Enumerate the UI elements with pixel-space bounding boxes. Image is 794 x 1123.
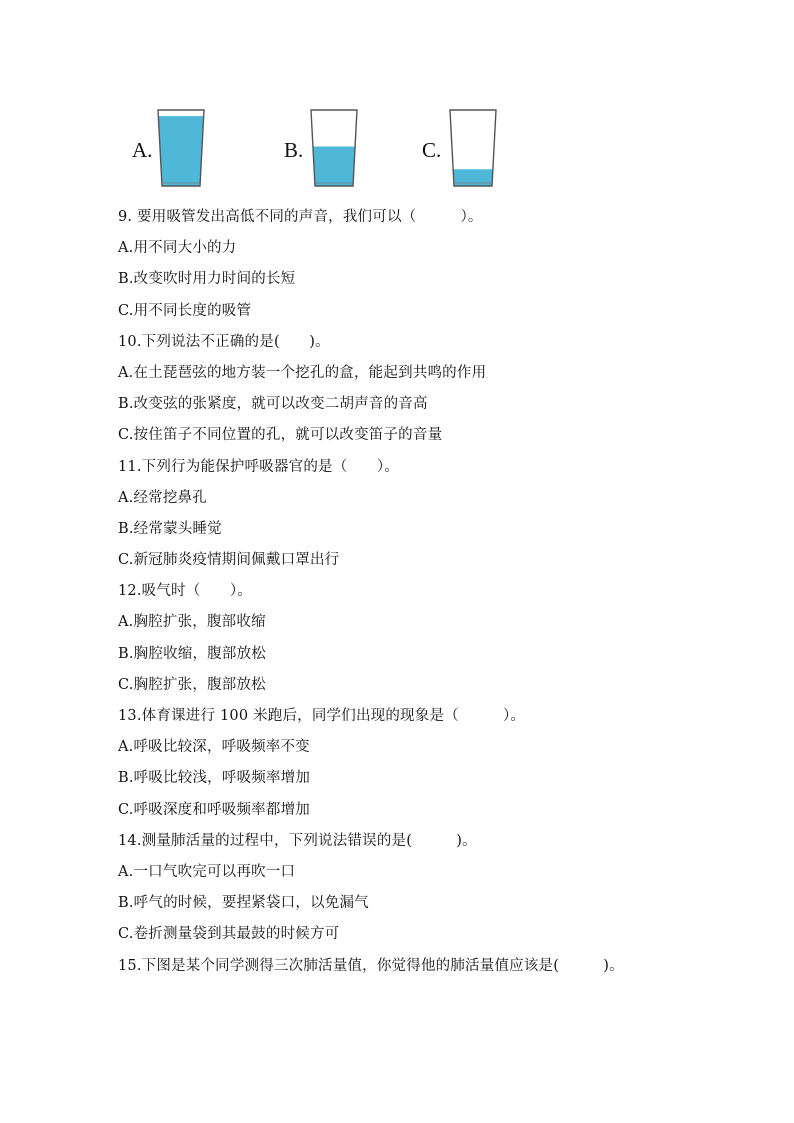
q14-option-c: C.卷折测量袋到其最鼓的时候方可 xyxy=(118,926,340,943)
cup-b-glass xyxy=(309,108,359,188)
cup-c-label: C. xyxy=(422,138,442,162)
q10-stem: 10.下列说法不正确的是( )。 xyxy=(118,333,330,350)
cup-b-label: B. xyxy=(284,138,304,162)
water-glasses-figure xyxy=(118,102,538,194)
q14-option-b: B.呼气的时候，要捏紧袋口，以免漏气 xyxy=(118,895,369,912)
q10-option-a: A.在土琵琶弦的地方装一个挖孔的盒，能起到共鸣的作用 xyxy=(118,364,487,381)
q14-option-a: A.一口气吹完可以再吹一口 xyxy=(118,863,296,880)
q10-option-b: B.改变弦的张紧度，就可以改变二胡声音的音高 xyxy=(118,396,428,413)
q12-stem: 12.吸气时（ ）。 xyxy=(118,583,253,600)
q9-option-c: C.用不同长度的吸管 xyxy=(118,302,252,319)
q13-option-b: B.呼吸比较浅，呼吸频率增加 xyxy=(118,770,311,787)
q11-stem: 11.下列行为能保护呼吸器官的是（ ）。 xyxy=(118,458,400,475)
q14-stem: 14.测量肺活量的过程中，下列说法错误的是( )。 xyxy=(118,832,477,849)
cup-c-glass xyxy=(448,108,498,188)
q9-option-a: A.用不同大小的力 xyxy=(118,240,237,257)
cup-a-label: A. xyxy=(132,138,153,162)
q13-stem: 13.体育课进行 100 米跑后，同学们出现的现象是（ ）。 xyxy=(118,708,526,724)
q12-option-a: A.胸腔扩张，腹部收缩 xyxy=(118,614,266,631)
q9-option-b: B.改变吹时用力时间的长短 xyxy=(118,271,296,288)
q11-option-b: B.经常蒙头睡觉 xyxy=(118,520,222,537)
q13-option-a: A.呼吸比较深，呼吸频率不变 xyxy=(118,739,310,756)
q10-option-c: C.按住笛子不同位置的孔，就可以改变笛子的音量 xyxy=(118,427,443,444)
q12-option-b: B.胸腔收缩，腹部放松 xyxy=(118,645,266,662)
q9-stem: 9. 要用吸管发出高低不同的声音，我们可以（ ）。 xyxy=(118,209,483,225)
cup-a-glass xyxy=(156,108,206,188)
q15-stem: 15.下图是某个同学测得三次肺活量值，你觉得他的肺活量值应该是( )。 xyxy=(118,957,624,974)
q12-option-c: C.胸腔扩张，腹部放松 xyxy=(118,676,266,693)
q11-option-a: A.经常挖鼻孔 xyxy=(118,489,207,506)
q13-option-c: C.呼吸深度和呼吸频率都增加 xyxy=(118,801,310,818)
q11-option-c: C.新冠肺炎疫情期间佩戴口罩出行 xyxy=(118,552,340,569)
question-text xyxy=(118,202,718,982)
